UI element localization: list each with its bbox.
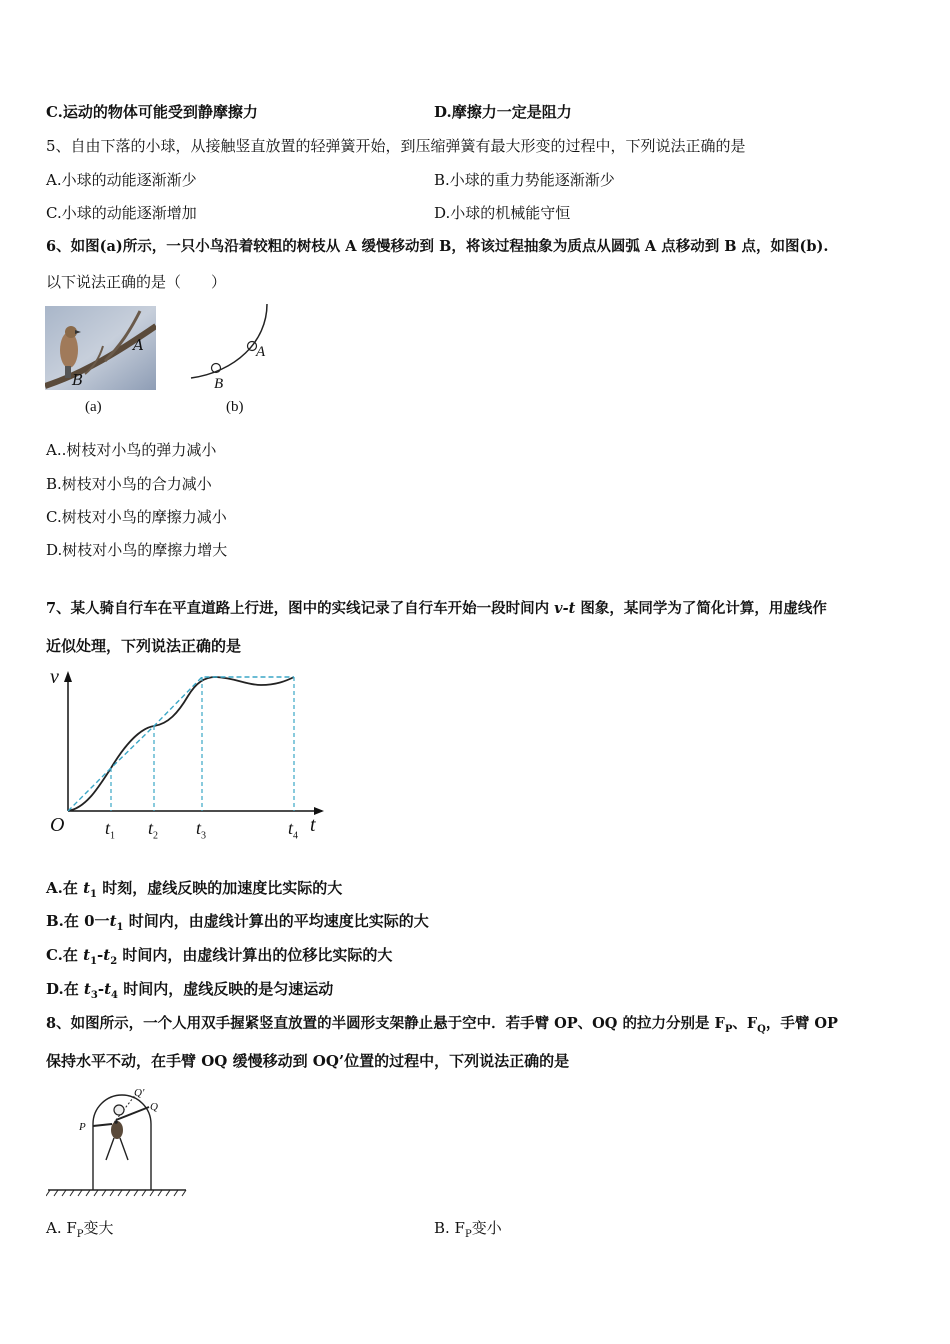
photo-label-b: B [72,371,84,389]
q8-option-a: A. $F_P$变大 [46,1219,114,1240]
graph-t1-label: $t_1$ [105,818,116,842]
label-q: Q [150,1101,158,1113]
q5-stem: 5、自由下落的小球，从接触竖直放置的轻弹簧开始，到压缩弹簧有最大形变的过程中，下列说法正确的是 [46,137,746,155]
graph-origin-label: O [50,814,65,836]
fig-a-caption: (a) [85,399,102,415]
graph-t2-label: $t_2$ [148,818,159,842]
q5-option-a: A.小球的动能逐渐渐少 [46,171,197,189]
q7-option-b: B.在 0一$t_1$ 时间内，由虚线计算出的平均速度比实际的大 [46,912,429,933]
q4-option-c: C.运动的物体可能受到静摩擦力 [46,103,258,121]
label-p: P [79,1121,86,1133]
q8-stem-line1: 8、如图所示，一个人用双手握紧竖直放置的半圆形支架静止悬于空中．若手臂 OP、OQ 的拉力分别是 $F_P$、$F_Q$，手臂 OP [46,1015,838,1035]
arc-label-b: B [214,376,224,392]
graph-t-label: t [310,814,316,836]
q6-stem-line1: 6、如图(a)所示，一只小鸟沿着较粗的树枝从 A 缓慢移动到 B，将该过程抽象为质点从圆弧 A 点移动到 B 点，如图(b). [46,238,829,255]
q6-stem-line2: 以下说法正确的是（ ） [46,273,227,291]
photo-label-a: A [133,336,144,354]
q5-option-b: B.小球的重力势能逐渐渐少 [434,171,615,189]
q8-option-b: B. $F_P$变小 [434,1219,502,1240]
q6-option-d: D.树枝对小鸟的摩擦力增大 [46,541,228,559]
q8-stem-line2: 保持水平不动，在手臂 OQ 缓慢移动到 OQ’位置的过程中，下列说法正确的是 [46,1052,570,1070]
q7-option-a: A.在 $t_1$ 时刻，虚线反映的加速度比实际的大 [46,879,343,900]
graph-t3-label: $t_3$ [196,818,207,842]
q7-stem-line1: 7、某人骑自行车在平直道路上行进，图中的实线记录了自行车开始一段时间内 v-t 图象，某同学为了简化计算，用虚线作 [46,600,827,617]
q6-option-c: C.树枝对小鸟的摩擦力减小 [46,508,227,526]
arc-label-a: A [256,344,266,360]
q6-option-a: A..树枝对小鸟的弹力减小 [46,441,217,459]
fig-b-caption: (b) [226,399,244,415]
q5-option-c: C.小球的动能逐渐增加 [46,204,197,222]
q7-option-d: D.在 $t_3-t_4$ 时间内，虚线反映的是匀速运动 [46,980,334,1001]
q4-option-d: D.摩擦力一定是阻力 [434,103,572,121]
graph-t4-label: $t_4$ [288,818,299,842]
q7-option-c: C.在 $t_1-t_2$ 时间内，由虚线计算出的位移比实际的大 [46,946,393,967]
support-diagram [46,1082,191,1200]
q6-option-b: B.树枝对小鸟的合力减小 [46,475,212,493]
vt-graph [46,668,336,843]
q5-option-d: D.小球的机械能守恒 [434,204,571,222]
graph-v-label: v [50,666,59,688]
q7-stem-line2: 近似处理，下列说法正确的是 [46,637,242,655]
label-q-prime: Q' [134,1087,145,1099]
